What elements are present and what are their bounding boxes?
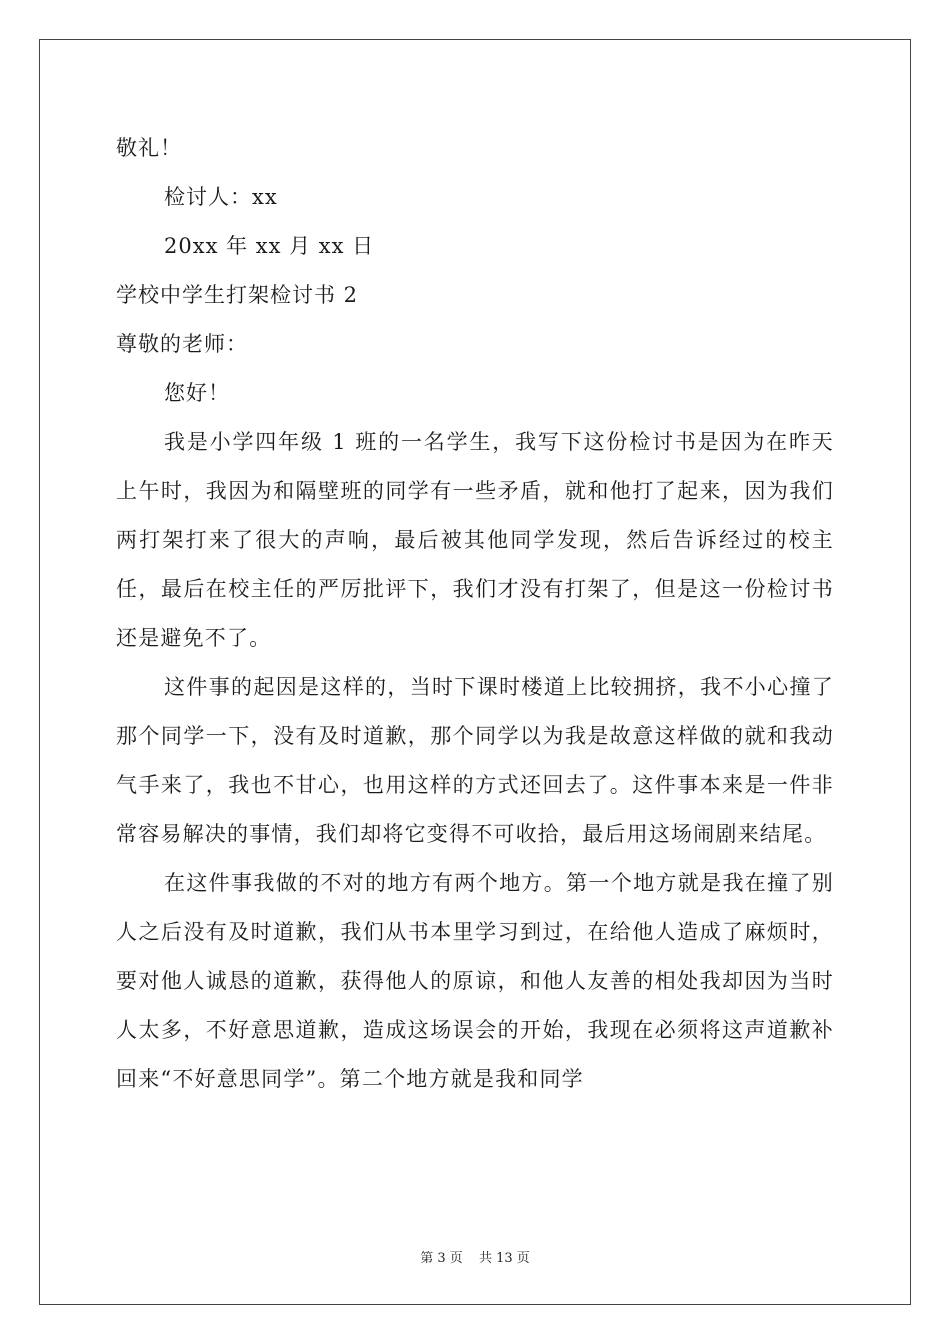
page-number: 第 3 页 — [420, 1251, 463, 1266]
greeting-line: 您好！ — [164, 381, 230, 405]
paragraph-1: 我是小学四年级 1 班的一名学生，我写下这份检讨书是因为在昨天上午时，我因为和隔壁班的同学有一些矛盾，就和他打了起来，因为我们两打架打来了很大的声响，最后被其他同学发现，然后告诉经过的校主任，最后在校主任的严厉批评下，我们才没有打架了，但是这一份检讨书还是避免不了。 — [116, 430, 834, 650]
section-title: 学校中学生打架检讨书 2 — [116, 283, 359, 307]
salutation-line: 尊敬的老师： — [116, 332, 248, 356]
signer-line: 检讨人：xx — [164, 185, 278, 209]
page-total: 共 13 页 — [478, 1251, 530, 1266]
date-line: 20xx 年 xx 月 xx 日 — [164, 234, 375, 258]
document-body — [116, 124, 834, 1104]
paragraph-2: 这件事的起因是这样的，当时下课时楼道上比较拥挤，我不小心撞了那个同学一下，没有及时道歉，那个同学以为我是故意这样做的就和我动气手来了，我也不甘心，也用这样的方式还回去了。这件事本来是一件非常容易解决的事情，我们却将它变得不可收拾，最后用这场闹剧来结尾。 — [116, 675, 834, 846]
closing-line: 敬礼！ — [116, 136, 182, 160]
paragraph-3: 在这件事我做的不对的地方有两个地方。第一个地方就是我在撞了别人之后没有及时道歉，我们从书本里学习到过，在给他人造成了麻烦时，要对他人诚恳的道歉，获得他人的原谅，和他人友善的相处我却因为当时人太多，不好意思道歉，造成这场误会的开始，我现在必须将这声道歉补回来“不好意思同学”。第二个地方就是我和同学 — [116, 871, 834, 1091]
page-footer — [0, 1247, 950, 1266]
